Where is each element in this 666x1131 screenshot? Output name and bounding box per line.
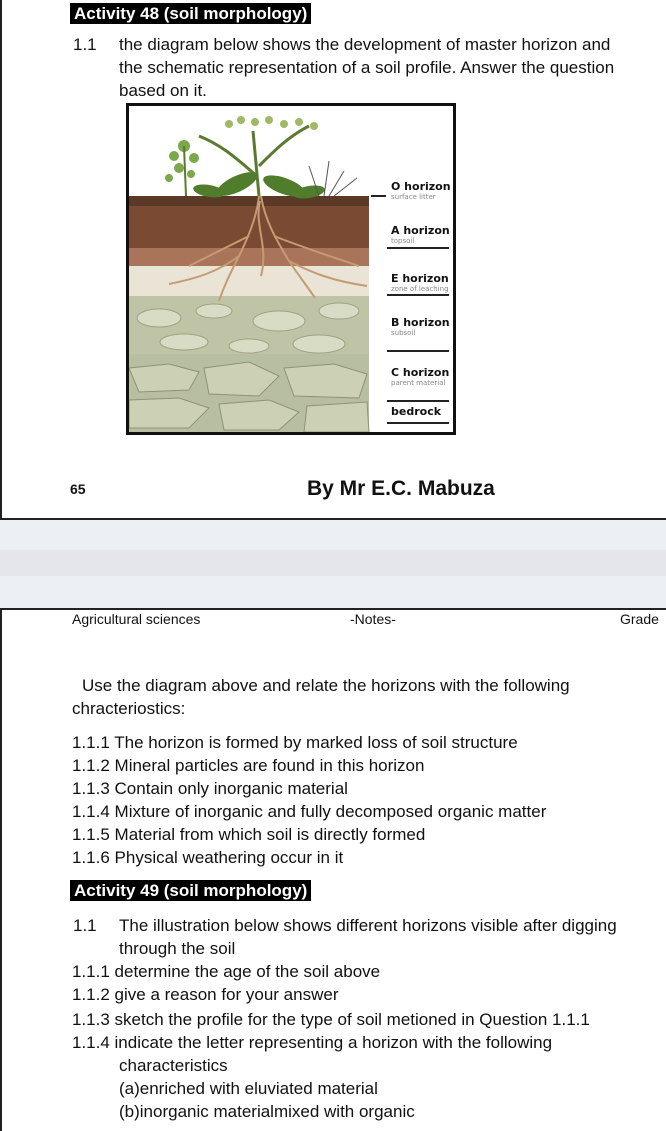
o-horizon-label bbox=[391, 180, 451, 201]
horizon-name: O horizon bbox=[391, 180, 451, 193]
header-grade: Grade bbox=[620, 611, 659, 627]
sub-question: 1.1.2 give a reason for your answer bbox=[72, 985, 339, 1004]
sub-question-continuation: characteristics bbox=[119, 1056, 228, 1075]
list-item: 1.1.2 Mineral particles are found in this horizon bbox=[72, 756, 425, 775]
page-number: 65 bbox=[70, 481, 86, 497]
bedrock-label bbox=[391, 405, 441, 418]
a-horizon-label bbox=[391, 224, 450, 245]
intro-line-2: chracteriostics: bbox=[72, 699, 186, 718]
header-notes: -Notes- bbox=[350, 611, 396, 627]
intro-line-1: Use the diagram above and relate the horizons with the following bbox=[82, 676, 570, 695]
question-number: 1.1 bbox=[73, 35, 97, 54]
c-horizon-boundary bbox=[387, 400, 449, 402]
page-gap bbox=[0, 520, 666, 608]
b-horizon-boundary bbox=[387, 350, 449, 352]
question-text-line-2: the schematic representation of a soil profile. Answer the question bbox=[119, 58, 615, 77]
activity-49-heading: Activity 49 (soil morphology) bbox=[70, 880, 311, 901]
horizon-name: C horizon bbox=[391, 366, 450, 379]
horizon-description: parent material bbox=[391, 379, 446, 387]
question-text-line-1: the diagram below shows the development of master horizon and bbox=[119, 35, 611, 54]
list-item: 1.1.4 Mixture of inorganic and fully decomposed organic matter bbox=[72, 802, 547, 821]
horizon-description: zone of leaching bbox=[391, 285, 449, 293]
question-text-line-1: The illustration below shows different horizons visible after digging bbox=[119, 916, 617, 935]
o-horizon-pointer bbox=[371, 195, 386, 197]
horizon-description: topsoil bbox=[391, 237, 415, 245]
sub-question: 1.1.4 indicate the letter representing a horizon with the following bbox=[72, 1033, 553, 1052]
c-horizon-label bbox=[391, 366, 449, 387]
sub-question: 1.1.3 sketch the profile for the type of soil metioned in Question 1.1.1 bbox=[72, 1010, 590, 1029]
sub-question: 1.1.1 determine the age of the soil above bbox=[72, 962, 381, 981]
question-text-line-2: through the soil bbox=[119, 939, 236, 958]
horizon-description: subsoil bbox=[391, 329, 416, 337]
option-b: (b)inorganic materialmixed with organic bbox=[119, 1102, 415, 1121]
activity-48-heading: Activity 48 (soil morphology) bbox=[70, 3, 311, 24]
header-subject: Agricultural sciences bbox=[72, 611, 201, 627]
horizon-name: A horizon bbox=[391, 224, 450, 237]
list-item: 1.1.3 Contain only inorganic material bbox=[72, 779, 348, 798]
list-item: 1.1.5 Material from which soil is directly formed bbox=[72, 825, 426, 844]
e-horizon-boundary bbox=[387, 294, 449, 296]
question-text-line-3: based on it. bbox=[119, 81, 207, 100]
option-a: (a)enriched with eluviated material bbox=[119, 1079, 378, 1098]
horizon-description: surface litter bbox=[391, 193, 436, 201]
question-number: 1.1 bbox=[73, 916, 97, 935]
list-item: 1.1.1 The horizon is formed by marked loss of soil structure bbox=[72, 733, 518, 752]
horizon-name: E horizon bbox=[391, 272, 449, 285]
a-horizon-boundary bbox=[387, 247, 449, 249]
bedrock-boundary bbox=[387, 422, 449, 424]
horizon-name: bedrock bbox=[391, 405, 442, 418]
list-item: 1.1.6 Physical weathering occur in it bbox=[72, 848, 344, 867]
b-horizon-label bbox=[391, 316, 450, 337]
horizon-name: B horizon bbox=[391, 316, 450, 329]
author-footer: By Mr E.C. Mabuza bbox=[307, 477, 495, 500]
e-horizon-label bbox=[391, 272, 449, 293]
soil-profile-diagram bbox=[126, 103, 456, 435]
